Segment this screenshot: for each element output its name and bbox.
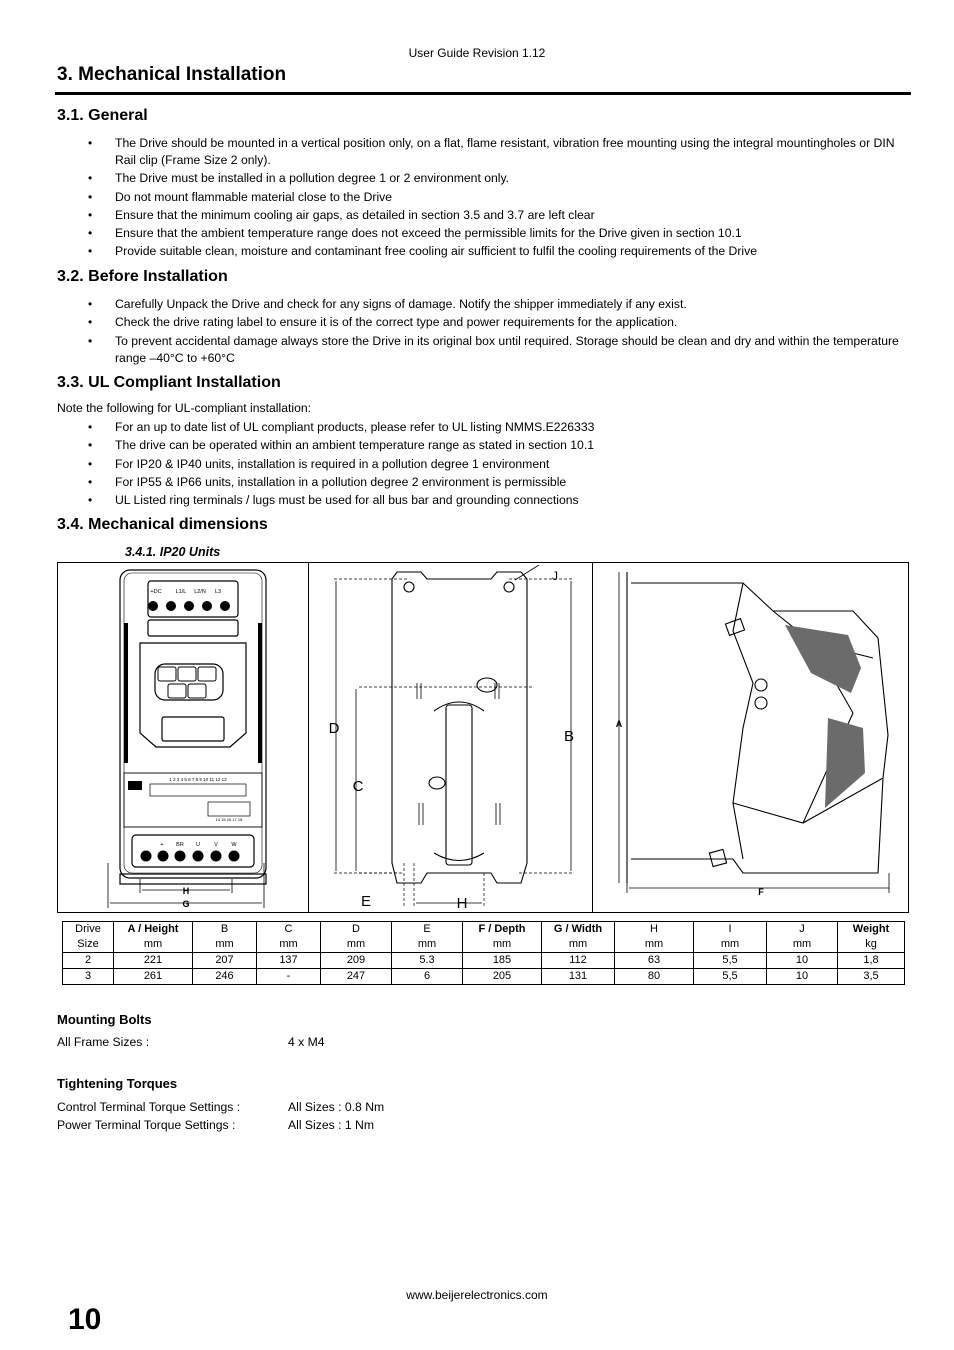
list-item: • Check the drive rating label to ensure it is of the correct type and power requirements for the application. — [88, 314, 908, 331]
table-cell: 5,5 — [694, 953, 767, 969]
list-item: • Provide suitable clean, moisture and contaminant free cooling air sufficient to fulfil the cooling requirements of the Drive — [88, 243, 908, 260]
dimension-label-h-rear: H — [456, 895, 468, 912]
table-cell: 131 — [542, 969, 615, 985]
dimension-label-c: C — [352, 778, 364, 795]
front-terminal-label: L2/N — [194, 589, 206, 595]
table-cell: 209 — [321, 953, 392, 969]
table-cell: 221 — [114, 953, 193, 969]
table-cell: 10 — [767, 953, 838, 969]
list-item: • Ensure that the ambient temperature range does not exceed the permissible limits for the Drive given in section 10.1 — [88, 225, 908, 242]
list-item: • For IP20 & IP40 units, installation is required in a pollution degree 1 environment — [88, 456, 908, 473]
mounting-bolts-title: Mounting Bolts — [57, 1012, 152, 1027]
table-header-cell: E — [392, 922, 463, 938]
footer-url: www.beijerelectronics.com — [406, 1288, 548, 1302]
table-unit-cell: mm — [257, 937, 321, 953]
table-header-cell: Weight — [838, 922, 905, 938]
table-cell: - — [257, 969, 321, 985]
table-header-cell: F / Depth — [463, 922, 542, 938]
section-dims-subtitle: 3.4.1. IP20 Units — [125, 545, 221, 559]
dimensions-table — [62, 921, 905, 985]
section-dims-title: 3.4. Mechanical dimensions — [57, 516, 268, 533]
list-item: • The drive can be operated within an ambient temperature range as stated in section 10.1 — [88, 437, 908, 454]
list-item: • Ensure that the minimum cooling air gaps, as detailed in section 3.5 and 3.7 are left clear — [88, 207, 908, 224]
table-header-cell: G / Width — [542, 922, 615, 938]
mounting-bolts-value: 4 x M4 — [288, 1035, 325, 1049]
list-item: • Carefully Unpack the Drive and check for any signs of damage. Notify the shipper immediately if any exist. — [88, 296, 908, 313]
table-unit-cell: mm — [542, 937, 615, 953]
control-torque-value: All Sizes : 0.8 Nm — [288, 1100, 385, 1114]
power-torque-value: All Sizes : 1 Nm — [288, 1118, 375, 1132]
table-header-cell: Drive — [63, 922, 114, 938]
table-unit-cell: mm — [767, 937, 838, 953]
table-header-cell: Size — [63, 937, 114, 953]
front-terminal-label: L3 — [214, 589, 222, 595]
dimension-label-g: G — [182, 899, 190, 909]
list-item: • For an up to date list of UL compliant products, please refer to UL listing NMMS.E226333 — [88, 419, 908, 436]
mounting-bolts-label: All Frame Sizes : — [57, 1035, 150, 1049]
table-unit-row — [63, 937, 905, 953]
table-header-cell: C — [257, 922, 321, 938]
front-terminal-label: +DC — [150, 589, 162, 595]
table-cell: 5.3 — [392, 953, 463, 969]
dimension-label-d: D — [328, 720, 340, 737]
chapter-title: 3. Mechanical Installation — [57, 64, 287, 85]
section-ul-title: 3.3. UL Compliant Installation — [57, 374, 281, 391]
front-motor-terminal-label: U — [196, 842, 200, 848]
table-cell: 10 — [767, 969, 838, 985]
table-unit-cell: mm — [694, 937, 767, 953]
chapter-rule — [55, 92, 911, 95]
ul-bullet-list — [88, 419, 908, 510]
front-relay-numbers: 14 15 16 17 18 — [215, 817, 243, 822]
table-row — [63, 969, 905, 985]
table-unit-cell: mm — [392, 937, 463, 953]
dimension-label-h: H — [182, 886, 190, 896]
section-before-title: 3.2. Before Installation — [57, 268, 228, 285]
list-item: • For IP55 & IP66 units, installation in a pollution degree 2 environment is permissible — [88, 474, 908, 491]
dimension-label-j: J — [552, 569, 558, 583]
control-torque-label: Control Terminal Torque Settings : — [57, 1100, 241, 1114]
table-cell: 246 — [193, 969, 257, 985]
table-cell: 185 — [463, 953, 542, 969]
table-unit-cell: kg — [838, 937, 905, 953]
running-header: User Guide Revision 1.12 — [408, 46, 546, 60]
table-unit-cell: mm — [463, 937, 542, 953]
table-unit-cell: mm — [114, 937, 193, 953]
front-motor-terminal-label: + — [160, 842, 164, 848]
table-cell: 205 — [463, 969, 542, 985]
table-cell: 5,5 — [694, 969, 767, 985]
page-number: 10 — [68, 1303, 102, 1336]
ul-intro: Note the following for UL-compliant installation: — [57, 401, 312, 415]
power-torque-label: Power Terminal Torque Settings : — [57, 1118, 236, 1132]
table-cell: 207 — [193, 953, 257, 969]
front-terminal-label: L1/L — [175, 589, 187, 595]
torques-title: Tightening Torques — [57, 1076, 178, 1091]
list-item: • Do not mount flammable material close to the Drive — [88, 189, 908, 206]
table-cell: 247 — [321, 969, 392, 985]
dimension-label-f: F — [758, 887, 764, 897]
table-cell: 3 — [63, 969, 114, 985]
table-header-cell: I — [694, 922, 767, 938]
list-item: • To prevent accidental damage always store the Drive in its original box until required. Storage should be clean and dry and within the temperature range –40°C to +60°C — [88, 333, 908, 367]
dimension-figure — [57, 562, 909, 913]
table-header-cell: B — [193, 922, 257, 938]
table-cell: 6 — [392, 969, 463, 985]
table-cell: 2 — [63, 953, 114, 969]
general-bullet-list — [88, 135, 908, 262]
table-header-row — [63, 922, 905, 938]
dimension-label-b: B — [563, 728, 575, 745]
before-bullet-list — [88, 296, 908, 368]
front-motor-terminal-label: W — [231, 842, 237, 848]
list-item: • The Drive must be installed in a pollution degree 1 or 2 environment only. — [88, 170, 908, 187]
table-header-cell: A / Height — [114, 922, 193, 938]
front-control-numbers: 1 2 3 4 5 6 7 8 9 10 11 12 13 — [169, 777, 227, 782]
table-header-cell: H — [615, 922, 694, 938]
front-motor-terminal-label: V — [214, 842, 218, 848]
list-item: • UL Listed ring terminals / lugs must be used for all bus bar and grounding connections — [88, 492, 908, 509]
drive-rear-view — [309, 563, 592, 912]
drive-front-view — [58, 563, 308, 912]
table-unit-cell: mm — [321, 937, 392, 953]
table-cell: 3,5 — [838, 969, 905, 985]
front-motor-terminal-label: BR — [176, 842, 184, 848]
table-cell: 112 — [542, 953, 615, 969]
dimension-label-a: A — [615, 719, 623, 729]
table-unit-cell: mm — [615, 937, 694, 953]
drive-side-view — [593, 563, 908, 912]
table-cell: 261 — [114, 969, 193, 985]
table-cell: 63 — [615, 953, 694, 969]
list-item: • The Drive should be mounted in a vertical position only, on a flat, flame resistant, vibration free mounting using the integral mountingholes or DIN Rail clip (Frame Size 2 only). — [88, 135, 908, 169]
table-cell: 80 — [615, 969, 694, 985]
table-header-cell: D — [321, 922, 392, 938]
table-row — [63, 953, 905, 969]
section-general-title: 3.1. General — [57, 107, 148, 124]
dimension-label-e: E — [360, 893, 372, 910]
table-header-cell: J — [767, 922, 838, 938]
table-unit-cell: mm — [193, 937, 257, 953]
table-cell: 1,8 — [838, 953, 905, 969]
table-cell: 137 — [257, 953, 321, 969]
